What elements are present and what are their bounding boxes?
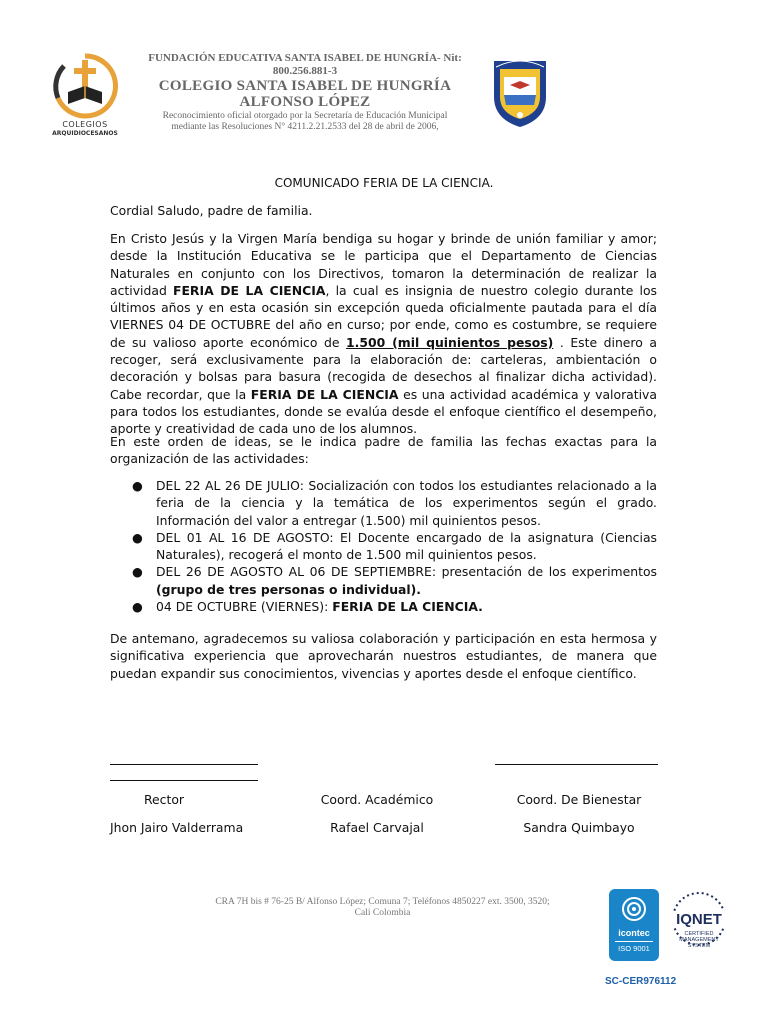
signature-role-academic: Coord. Académico: [320, 792, 434, 807]
foundation-nit: 800.256.881-3: [272, 65, 338, 77]
intro-text-2: , la cual es insignia de nuestro colegio durante los últimos años y en esta ocasión sin excepción queda oficialmente pautada para el día VIERNES 04 DE OCTUBRE del año en curso; por ende, como es costumbre, se requiere de su valioso aporte económico de: [110, 282, 657, 350]
signature-role-wellbeing: Coord. De Bienestar: [516, 792, 642, 807]
bullet-icon: ●: [132, 529, 143, 545]
contribution-amount: 1.500 (mil quinientos pesos): [346, 334, 554, 350]
icontec-label: icontec: [618, 928, 650, 938]
school-campus: ALFONSO LÓPEZ: [239, 94, 371, 110]
iqnet-sub2: MANAGEMENT: [679, 937, 719, 943]
colegios-arquidiocesanos-logo: [52, 52, 118, 144]
event-name-bold-2: FERIA DE LA CIENCIA: [250, 386, 399, 402]
signature-name-academic: Rafael Carvajal: [330, 820, 424, 835]
iqnet-sub3: SYSTEM: [687, 943, 711, 949]
greeting: Cordial Saludo, padre de familia.: [110, 203, 313, 218]
intro-text-3: . Este dinero a recoger, será exclusivamente para la elaboración de: carteleras, ambientación o decoración y bolsas para basura (recogida de desechos al finalizar dicha actividad). Cabe recordar, que la: [110, 334, 657, 402]
certificate-code: SC-CER976112: [605, 976, 677, 987]
intro-text-4: es una actividad académica y valorativa para todos los estudiantes, donde se evalúa desde el enfoque científico el desempeño, aporte y creatividad de cada uno de los alumnos.: [110, 386, 657, 437]
closing-paragraph: De antemano, agradecemos su valiosa colaboración y participación en esta hermosa y significativa experiencia que aprovecharán nuestros estudiantes, de manera que puedan expandir sus conocimientos, vivencias y aportes desde el enfoque científico.: [110, 631, 657, 681]
bullet-icon: ●: [132, 599, 143, 615]
signature-line-bienestar: [495, 764, 658, 765]
logo-text-arquidiocesanos: ARQUIDIOCESANOS: [52, 130, 118, 137]
iqnet-sub1: CERTIFIED: [684, 931, 714, 937]
document-title: COMUNICADO FERIA DE LA CIENCIA.: [274, 176, 494, 190]
iqnet-label: IQNET: [664, 911, 734, 928]
letterhead: [130, 52, 480, 133]
signature-line-rector: [110, 764, 258, 765]
icontec-divider: [615, 941, 653, 942]
iso-label: ISO 9001: [618, 944, 650, 953]
list-item: ● DEL 22 AL 26 DE JULIO: Socialización con todos los estudiantes relacionado a la feria de la ciencia y la temática de los experimentos según el grado. Información del valor a entregar (1.500) mil quinientos pesos.: [132, 478, 657, 528]
list-item: ● DEL 26 DE AGOSTO AL 06 DE SEPTIEMBRE: presentación de los experimentos (grupo de tres personas o individual).: [132, 564, 657, 597]
recognition-line2: mediante las Resoluciones N° 4211.2.21.2533 del 28 de abril de 2006,: [171, 122, 439, 132]
signature-name-rector: Jhon Jairo Valderrama: [110, 820, 244, 835]
icontec-badge: [609, 889, 659, 961]
footer-address-line2: Cali Colombia: [354, 908, 411, 918]
school-crest: [490, 57, 550, 129]
foundation-name: FUNDACIÓN EDUCATIVA SANTA ISABEL DE HUNGRÍA- Nit:: [148, 52, 462, 64]
list-item: ● 04 DE OCTUBRE (VIERNES): FERIA DE LA CIENCIA.: [132, 599, 483, 615]
recognition-line1: Reconocimiento oficial otorgado por la Secretaría de Educación Municipal: [162, 111, 448, 121]
logo-text-colegios: COLEGIOS: [62, 120, 108, 129]
shield-icon: [490, 57, 550, 129]
school-name: COLEGIO SANTA ISABEL DE HUNGRÍA: [158, 78, 452, 94]
schedule-intro: En este orden de ideas, se le indica padre de familia las fechas exactas para la organización de las actividades:: [110, 434, 657, 467]
schedule-list: [110, 477, 657, 615]
bullet-icon: ●: [132, 564, 143, 580]
footer-address: [190, 897, 575, 919]
icontec-logo-icon: [619, 895, 649, 923]
footer-address-line1: CRA 7H bis # 76-25 B/ Alfonso López; Comuna 7; Teléfonos 4850227 ext. 3500, 3520;: [215, 897, 550, 907]
arquidiocesanos-emblem-icon: [52, 52, 118, 122]
signature-name-wellbeing: Sandra Quimbayo: [523, 820, 635, 835]
event-name-bold: FERIA DE LA CIENCIA: [173, 282, 326, 298]
list-item: ● DEL 01 AL 16 DE AGOSTO: El Docente encargado de la asignatura (Ciencias Naturales), recogerá el monto de 1.500 mil quinientos pesos.: [132, 529, 657, 563]
iqnet-badge: [664, 889, 734, 959]
bullet-icon: ●: [132, 478, 143, 493]
intro-text-1: En Cristo Jesús y la Virgen María bendiga su hogar y brinde de unión familiar y amor; desde la Institución Educativa se le participa que el Departamento de Ciencias Naturales en conjunto con los Directivos, tomaron la determinación de realizar la actividad: [110, 231, 657, 298]
signature-line-rector-2: [110, 780, 258, 781]
intro-paragraph: [110, 230, 657, 438]
signature-role-rector: Rector: [143, 792, 185, 807]
